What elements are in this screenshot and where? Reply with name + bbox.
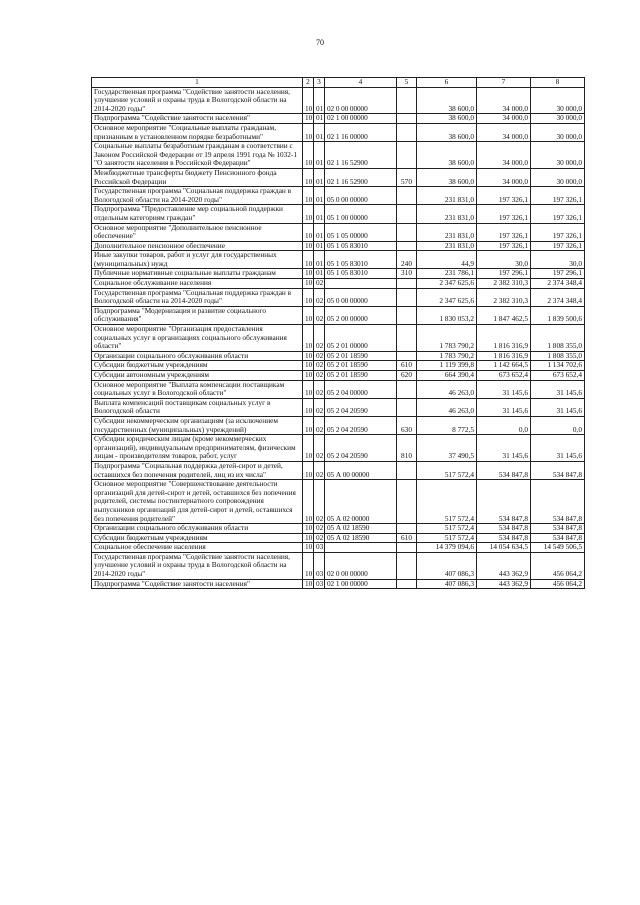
row-amount-1: 2 347 625,6 bbox=[417, 288, 477, 306]
row-amount-2: 34 000,0 bbox=[477, 87, 531, 114]
row-subsection-code: 02 bbox=[314, 416, 325, 434]
row-amount-3: 534 847,8 bbox=[531, 461, 585, 479]
row-expense-type: 620 bbox=[397, 371, 417, 381]
row-amount-3: 0,0 bbox=[531, 416, 585, 434]
table-header-row bbox=[92, 78, 585, 88]
row-amount-3: 1 808 355,0 bbox=[531, 325, 585, 352]
row-target-article bbox=[325, 543, 397, 553]
row-target-article: 02 1 00 00000 bbox=[325, 114, 397, 124]
row-subsection-code: 02 bbox=[314, 325, 325, 352]
col-header-amount-3: 8 bbox=[531, 78, 585, 88]
row-subsection-code: 02 bbox=[314, 533, 325, 543]
col-header-subsection: 3 bbox=[314, 78, 325, 88]
row-expense-type: 240 bbox=[397, 251, 417, 269]
row-subsection-code: 02 bbox=[314, 371, 325, 381]
row-name: Государственная программа "Содействие занятости населения, улучшение условий и охраны труда в Вологодской области на 2014-2020 годы" bbox=[92, 87, 303, 114]
row-name: Основное мероприятие "Выплата компенсации поставщикам социальных услуг в Вологодской области" bbox=[92, 380, 303, 398]
row-amount-3: 31 145,6 bbox=[531, 380, 585, 398]
row-amount-2: 197 326,1 bbox=[477, 205, 531, 223]
row-section-code: 10 bbox=[303, 142, 314, 169]
row-amount-2: 1 142 664,5 bbox=[477, 361, 531, 371]
col-header-amount-2: 7 bbox=[477, 78, 531, 88]
row-subsection-code: 02 bbox=[314, 306, 325, 324]
row-name: Социальное обслуживание населения bbox=[92, 279, 303, 289]
row-subsection-code: 02 bbox=[314, 351, 325, 361]
row-name: Организации социального обслуживания области bbox=[92, 524, 303, 534]
row-amount-3: 30 000,0 bbox=[531, 123, 585, 141]
table-row bbox=[92, 398, 585, 416]
budget-table bbox=[91, 77, 585, 589]
row-amount-1: 44,9 bbox=[417, 251, 477, 269]
row-target-article: 05 А 00 00000 bbox=[325, 461, 397, 479]
row-section-code: 10 bbox=[303, 251, 314, 269]
row-subsection-code: 02 bbox=[314, 524, 325, 534]
row-name: Иные закупки товаров, работ и услуг для государственных (муниципальных) нужд bbox=[92, 251, 303, 269]
table-row bbox=[92, 251, 585, 269]
row-amount-1: 46 263,0 bbox=[417, 380, 477, 398]
row-amount-1: 38 600,0 bbox=[417, 123, 477, 141]
row-amount-2: 443 362,9 bbox=[477, 579, 531, 589]
row-target-article: 05 2 01 18590 bbox=[325, 351, 397, 361]
row-name: Подпрограмма "Содействие занятости населения" bbox=[92, 579, 303, 589]
table-row bbox=[92, 187, 585, 205]
row-name: Подпрограмма "Социальная поддержка детей-сирот и детей, оставшихся без попечения родителей, лиц из их числа" bbox=[92, 461, 303, 479]
table-row bbox=[92, 306, 585, 324]
row-amount-1: 231 831,0 bbox=[417, 241, 477, 251]
row-subsection-code: 02 bbox=[314, 398, 325, 416]
row-name: Выплата компенсаций поставщикам социальных услуг в Вологодской области bbox=[92, 398, 303, 416]
table-row bbox=[92, 288, 585, 306]
table-row bbox=[92, 351, 585, 361]
row-expense-type bbox=[397, 187, 417, 205]
row-expense-type bbox=[397, 223, 417, 241]
row-amount-2: 1 816 316,9 bbox=[477, 351, 531, 361]
table-row bbox=[92, 533, 585, 543]
row-amount-2: 2 382 310,3 bbox=[477, 279, 531, 289]
row-section-code: 10 bbox=[303, 543, 314, 553]
row-name: Основное мероприятие "Дополнительное пенсионное обеспечение" bbox=[92, 223, 303, 241]
row-name: Субсидии бюджетным учреждениям bbox=[92, 361, 303, 371]
row-amount-1: 517 572,4 bbox=[417, 461, 477, 479]
table-row bbox=[92, 279, 585, 289]
row-amount-2: 534 847,8 bbox=[477, 461, 531, 479]
row-amount-1: 1 783 790,2 bbox=[417, 325, 477, 352]
table-row bbox=[92, 380, 585, 398]
row-amount-3: 14 549 506,5 bbox=[531, 543, 585, 553]
row-expense-type bbox=[397, 480, 417, 524]
row-amount-1: 231 831,0 bbox=[417, 223, 477, 241]
table-row bbox=[92, 435, 585, 462]
row-name: Основное мероприятие "Социальные выплаты гражданам, признанным в установленном порядке безработными" bbox=[92, 123, 303, 141]
col-header-target-article: 4 bbox=[325, 78, 397, 88]
row-name: Основное мероприятие "Организация предоставления социальных услуг в организациях социального обслуживания области" bbox=[92, 325, 303, 352]
row-amount-1: 38 600,0 bbox=[417, 87, 477, 114]
row-subsection-code: 01 bbox=[314, 142, 325, 169]
row-amount-3: 31 145,6 bbox=[531, 435, 585, 462]
row-expense-type bbox=[397, 288, 417, 306]
row-name: Субсидии юридическим лицам (кроме некоммерческих организаций), индивидуальным предпринимателям, физическим лицам - производителям товаров, работ, услуг bbox=[92, 435, 303, 462]
row-name: Субсидии бюджетным учреждениям bbox=[92, 533, 303, 543]
table-body bbox=[92, 87, 585, 589]
row-amount-2: 534 847,8 bbox=[477, 480, 531, 524]
table-row bbox=[92, 480, 585, 524]
row-amount-3: 534 847,8 bbox=[531, 533, 585, 543]
row-name: Подпрограмма "Модернизация и развитие социального обслуживания" bbox=[92, 306, 303, 324]
row-subsection-code: 02 bbox=[314, 361, 325, 371]
row-subsection-code: 02 bbox=[314, 435, 325, 462]
row-expense-type: 570 bbox=[397, 168, 417, 186]
row-amount-1: 14 379 094,6 bbox=[417, 543, 477, 553]
row-name: Подпрограмма "Предоставление мер социальной поддержки отдельным категориям граждан" bbox=[92, 205, 303, 223]
row-subsection-code: 02 bbox=[314, 288, 325, 306]
row-subsection-code: 02 bbox=[314, 380, 325, 398]
row-target-article: 05 0 00 00000 bbox=[325, 187, 397, 205]
row-target-article: 05 0 00 00000 bbox=[325, 288, 397, 306]
table-row bbox=[92, 416, 585, 434]
row-amount-1: 8 772,5 bbox=[417, 416, 477, 434]
row-amount-1: 231 831,0 bbox=[417, 187, 477, 205]
row-amount-1: 2 347 625,6 bbox=[417, 279, 477, 289]
row-amount-3: 1 839 500,6 bbox=[531, 306, 585, 324]
row-amount-1: 1 830 053,2 bbox=[417, 306, 477, 324]
row-expense-type bbox=[397, 205, 417, 223]
row-amount-3: 1 134 702,6 bbox=[531, 361, 585, 371]
row-subsection-code: 01 bbox=[314, 241, 325, 251]
table-row bbox=[92, 524, 585, 534]
row-subsection-code: 01 bbox=[314, 205, 325, 223]
row-amount-3: 673 652,4 bbox=[531, 371, 585, 381]
table-row bbox=[92, 371, 585, 381]
row-expense-type bbox=[397, 241, 417, 251]
row-subsection-code: 01 bbox=[314, 269, 325, 279]
row-expense-type bbox=[397, 325, 417, 352]
row-section-code: 10 bbox=[303, 114, 314, 124]
row-target-article: 05 1 05 83010 bbox=[325, 251, 397, 269]
row-amount-2: 534 847,8 bbox=[477, 533, 531, 543]
row-target-article: 02 1 16 52900 bbox=[325, 168, 397, 186]
row-amount-3: 31 145,6 bbox=[531, 398, 585, 416]
table-row bbox=[92, 361, 585, 371]
row-amount-3: 30 000,0 bbox=[531, 87, 585, 114]
row-expense-type: 610 bbox=[397, 533, 417, 543]
row-amount-3: 197 326,1 bbox=[531, 241, 585, 251]
row-subsection-code: 03 bbox=[314, 552, 325, 579]
row-amount-1: 231 831,0 bbox=[417, 205, 477, 223]
table-row bbox=[92, 241, 585, 251]
row-expense-type bbox=[397, 524, 417, 534]
row-amount-1: 517 572,4 bbox=[417, 533, 477, 543]
row-section-code: 10 bbox=[303, 361, 314, 371]
col-header-name: 1 bbox=[92, 78, 303, 88]
row-section-code: 10 bbox=[303, 168, 314, 186]
row-amount-1: 38 600,0 bbox=[417, 168, 477, 186]
row-amount-3: 1 808 355,0 bbox=[531, 351, 585, 361]
row-amount-1: 231 786,1 bbox=[417, 269, 477, 279]
row-section-code: 10 bbox=[303, 351, 314, 361]
table-row bbox=[92, 87, 585, 114]
row-target-article: 05 1 05 83010 bbox=[325, 269, 397, 279]
row-amount-3: 197 326,1 bbox=[531, 187, 585, 205]
row-subsection-code: 02 bbox=[314, 461, 325, 479]
row-expense-type bbox=[397, 87, 417, 114]
row-amount-2: 31 145,6 bbox=[477, 398, 531, 416]
row-name: Основное мероприятие "Совершенствование деятельности организаций для детей-сирот и детей, оставшихся без попечения родителей, системы постинтернатного сопровождения выпускников организаций для детей-сирот и детей, оставшихся без попечения родителей" bbox=[92, 480, 303, 524]
row-section-code: 10 bbox=[303, 480, 314, 524]
row-expense-type: 630 bbox=[397, 416, 417, 434]
row-amount-2: 197 326,1 bbox=[477, 223, 531, 241]
row-section-code: 10 bbox=[303, 187, 314, 205]
row-subsection-code: 01 bbox=[314, 114, 325, 124]
table-row bbox=[92, 269, 585, 279]
row-expense-type bbox=[397, 461, 417, 479]
row-subsection-code: 01 bbox=[314, 223, 325, 241]
row-section-code: 10 bbox=[303, 279, 314, 289]
row-name: Государственная программа "Социальная поддержка граждан в Вологодской области на 2014-2020 годы" bbox=[92, 288, 303, 306]
row-amount-3: 534 847,8 bbox=[531, 480, 585, 524]
row-section-code: 10 bbox=[303, 552, 314, 579]
row-amount-2: 0,0 bbox=[477, 416, 531, 434]
page-number: 70 bbox=[316, 38, 324, 47]
table-row bbox=[92, 142, 585, 169]
row-name: Социальные выплаты безработным гражданам в соответствии с Законом Российской Федерации от 19 апреля 1991 года № 1032-1 "О занятости населения в Российской Федерации" bbox=[92, 142, 303, 169]
row-amount-1: 517 572,4 bbox=[417, 524, 477, 534]
row-section-code: 10 bbox=[303, 325, 314, 352]
table-row bbox=[92, 123, 585, 141]
row-section-code: 10 bbox=[303, 380, 314, 398]
row-expense-type bbox=[397, 398, 417, 416]
row-amount-3: 2 374 348,4 bbox=[531, 288, 585, 306]
row-amount-2: 197 326,1 bbox=[477, 241, 531, 251]
row-amount-2: 443 362,9 bbox=[477, 552, 531, 579]
row-amount-1: 517 572,4 bbox=[417, 480, 477, 524]
row-amount-2: 34 000,0 bbox=[477, 123, 531, 141]
row-expense-type bbox=[397, 351, 417, 361]
col-header-section: 2 bbox=[303, 78, 314, 88]
row-subsection-code: 01 bbox=[314, 187, 325, 205]
row-expense-type: 310 bbox=[397, 269, 417, 279]
row-section-code: 10 bbox=[303, 524, 314, 534]
row-expense-type bbox=[397, 552, 417, 579]
row-section-code: 10 bbox=[303, 416, 314, 434]
row-amount-2: 197 326,1 bbox=[477, 187, 531, 205]
row-name: Государственная программа "Содействие занятости населения, улучшение условий и охраны труда в Вологодской области на 2014-2020 годы" bbox=[92, 552, 303, 579]
row-amount-2: 1 847 462,5 bbox=[477, 306, 531, 324]
row-expense-type bbox=[397, 142, 417, 169]
row-section-code: 10 bbox=[303, 269, 314, 279]
row-name: Субсидии некоммерческим организациям (за исключением государственных (муниципальных) учреждений) bbox=[92, 416, 303, 434]
row-amount-3: 197 326,1 bbox=[531, 205, 585, 223]
row-target-article: 05 2 01 18590 bbox=[325, 361, 397, 371]
row-subsection-code: 03 bbox=[314, 543, 325, 553]
row-name: Субсидии автономным учреждениям bbox=[92, 371, 303, 381]
row-amount-1: 407 086,3 bbox=[417, 552, 477, 579]
table-row bbox=[92, 552, 585, 579]
table-row bbox=[92, 579, 585, 589]
row-amount-2: 34 000,0 bbox=[477, 114, 531, 124]
row-target-article: 05 А 02 00000 bbox=[325, 480, 397, 524]
row-amount-2: 1 816 316,9 bbox=[477, 325, 531, 352]
row-amount-2: 534 847,8 bbox=[477, 524, 531, 534]
col-header-expense-type: 5 bbox=[397, 78, 417, 88]
row-subsection-code: 01 bbox=[314, 87, 325, 114]
row-name: Межбюджетные трансферты бюджету Пенсионного фонда Российской Федерации bbox=[92, 168, 303, 186]
row-target-article: 02 1 16 00000 bbox=[325, 123, 397, 141]
row-name: Организации социального обслуживания области bbox=[92, 351, 303, 361]
row-section-code: 10 bbox=[303, 87, 314, 114]
row-name: Социальное обеспечение населения bbox=[92, 543, 303, 553]
row-target-article: 05 2 04 00000 bbox=[325, 380, 397, 398]
row-name: Дополнительное пенсионное обеспечение bbox=[92, 241, 303, 251]
row-target-article: 05 1 05 83010 bbox=[325, 241, 397, 251]
table-row bbox=[92, 543, 585, 553]
table-row bbox=[92, 114, 585, 124]
row-target-article: 05 2 04 20590 bbox=[325, 398, 397, 416]
row-amount-1: 38 600,0 bbox=[417, 142, 477, 169]
row-expense-type bbox=[397, 306, 417, 324]
row-expense-type: 610 bbox=[397, 361, 417, 371]
row-amount-2: 34 000,0 bbox=[477, 168, 531, 186]
row-section-code: 10 bbox=[303, 288, 314, 306]
table-row bbox=[92, 223, 585, 241]
row-amount-3: 30 000,0 bbox=[531, 114, 585, 124]
row-amount-2: 30,0 bbox=[477, 251, 531, 269]
row-expense-type bbox=[397, 579, 417, 589]
row-target-article: 05 А 02 18590 bbox=[325, 533, 397, 543]
row-expense-type bbox=[397, 543, 417, 553]
row-section-code: 10 bbox=[303, 461, 314, 479]
row-subsection-code: 01 bbox=[314, 123, 325, 141]
row-amount-3: 30 000,0 bbox=[531, 142, 585, 169]
row-target-article: 02 0 00 00000 bbox=[325, 87, 397, 114]
row-section-code: 10 bbox=[303, 241, 314, 251]
row-amount-2: 2 382 310,3 bbox=[477, 288, 531, 306]
row-section-code: 10 bbox=[303, 306, 314, 324]
row-section-code: 10 bbox=[303, 398, 314, 416]
table-row bbox=[92, 168, 585, 186]
row-target-article: 05 2 00 00000 bbox=[325, 306, 397, 324]
row-expense-type bbox=[397, 279, 417, 289]
row-amount-3: 197 326,1 bbox=[531, 223, 585, 241]
row-amount-3: 2 374 348,4 bbox=[531, 279, 585, 289]
row-amount-2: 197 296,1 bbox=[477, 269, 531, 279]
row-subsection-code: 02 bbox=[314, 279, 325, 289]
table-row bbox=[92, 205, 585, 223]
row-subsection-code: 02 bbox=[314, 480, 325, 524]
row-amount-1: 1 783 790,2 bbox=[417, 351, 477, 361]
row-amount-1: 664 390,4 bbox=[417, 371, 477, 381]
table-row bbox=[92, 325, 585, 352]
row-amount-3: 30,0 bbox=[531, 251, 585, 269]
row-section-code: 10 bbox=[303, 223, 314, 241]
row-section-code: 10 bbox=[303, 205, 314, 223]
row-subsection-code: 03 bbox=[314, 579, 325, 589]
row-amount-1: 407 086,3 bbox=[417, 579, 477, 589]
row-target-article: 05 2 01 00000 bbox=[325, 325, 397, 352]
row-amount-2: 673 652,4 bbox=[477, 371, 531, 381]
row-section-code: 10 bbox=[303, 435, 314, 462]
row-amount-1: 38 600,0 bbox=[417, 114, 477, 124]
row-name: Подпрограмма "Содействие занятости населения" bbox=[92, 114, 303, 124]
col-header-amount-1: 6 bbox=[417, 78, 477, 88]
row-name: Государственная программа "Социальная поддержка граждан в Вологодской области на 2014-2020 годы" bbox=[92, 187, 303, 205]
row-amount-1: 1 119 399,8 bbox=[417, 361, 477, 371]
row-amount-1: 46 263,0 bbox=[417, 398, 477, 416]
row-expense-type bbox=[397, 380, 417, 398]
row-expense-type bbox=[397, 114, 417, 124]
row-amount-3: 456 064,2 bbox=[531, 552, 585, 579]
row-target-article: 05 2 04 20590 bbox=[325, 416, 397, 434]
row-amount-2: 31 145,6 bbox=[477, 435, 531, 462]
row-target-article: 05 2 01 18590 bbox=[325, 371, 397, 381]
row-target-article bbox=[325, 279, 397, 289]
row-amount-3: 534 847,8 bbox=[531, 524, 585, 534]
row-subsection-code: 01 bbox=[314, 168, 325, 186]
row-expense-type: 810 bbox=[397, 435, 417, 462]
row-target-article: 02 0 00 00000 bbox=[325, 552, 397, 579]
row-target-article: 02 1 16 52900 bbox=[325, 142, 397, 169]
row-section-code: 10 bbox=[303, 371, 314, 381]
row-subsection-code: 01 bbox=[314, 251, 325, 269]
row-name: Публичные нормативные социальные выплаты гражданам bbox=[92, 269, 303, 279]
row-amount-3: 456 064,2 bbox=[531, 579, 585, 589]
row-target-article: 02 1 00 00000 bbox=[325, 579, 397, 589]
row-target-article: 05 1 05 00000 bbox=[325, 223, 397, 241]
row-amount-3: 197 296,1 bbox=[531, 269, 585, 279]
row-amount-2: 14 054 634,5 bbox=[477, 543, 531, 553]
row-target-article: 05 А 02 18590 bbox=[325, 524, 397, 534]
row-target-article: 05 1 00 00000 bbox=[325, 205, 397, 223]
row-expense-type bbox=[397, 123, 417, 141]
row-amount-2: 34 000,0 bbox=[477, 142, 531, 169]
row-section-code: 10 bbox=[303, 533, 314, 543]
row-amount-1: 37 490,5 bbox=[417, 435, 477, 462]
row-amount-2: 31 145,6 bbox=[477, 380, 531, 398]
table-row bbox=[92, 461, 585, 479]
row-section-code: 10 bbox=[303, 579, 314, 589]
row-target-article: 05 2 04 20590 bbox=[325, 435, 397, 462]
row-section-code: 10 bbox=[303, 123, 314, 141]
row-amount-3: 30 000,0 bbox=[531, 168, 585, 186]
